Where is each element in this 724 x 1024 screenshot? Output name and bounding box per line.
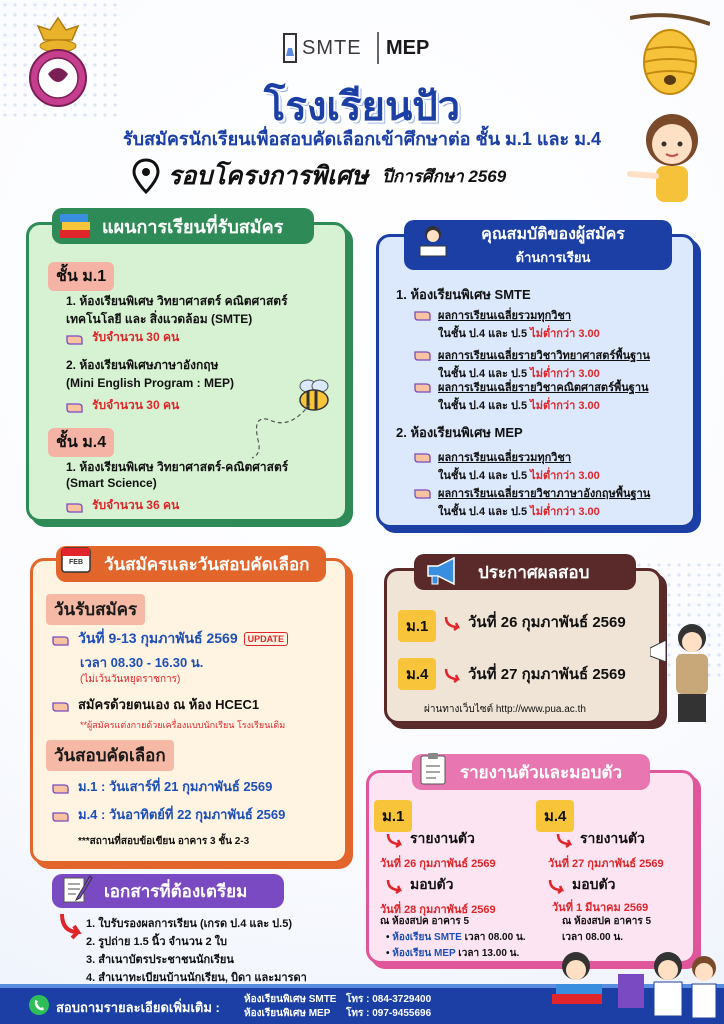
exam-place: ***สถานที่สอบข้อเขียน อาคาร 3 ชั้น 2-3 <box>78 836 250 847</box>
pointing-hand-icon <box>414 378 434 394</box>
qualifications-title-line2: ด้านการเรียน <box>515 250 591 265</box>
mep-qual-item-1 <box>414 448 600 484</box>
report-title: รายงานตัวและมอบตัว <box>460 762 622 782</box>
m1-plan1-count: รับจำนวน 30 คน <box>92 330 180 344</box>
m4-plan1-count: รับจำนวน 36 คน <box>92 498 180 512</box>
report-m1-report-date: วันที่ 26 กุมภาพันธ์ 2569 <box>380 858 496 870</box>
contact-mep-tel[interactable]: โทร : 097-9455696 <box>346 1008 432 1019</box>
pointing-hand-icon <box>66 498 86 514</box>
announce-m4-row <box>444 662 626 686</box>
qual-line2: ในชั้น ป.4 และ ป.5 <box>438 470 528 482</box>
mep-logo-text: MEP <box>386 37 430 59</box>
contact-mep-room: ห้องเรียนพิเศษ MEP <box>244 1008 331 1019</box>
smte-qual-item-2 <box>414 346 650 382</box>
students-books-illustration <box>548 944 720 1022</box>
report-m1-mep-room: ห้องเรียน MEP <box>392 948 456 959</box>
smte-mep-logo <box>280 28 460 68</box>
apply-date-row <box>52 628 288 650</box>
qual-line1: ผลการเรียนเฉลี่ยรวมทุกวิชา <box>438 310 572 322</box>
report-m1-report-row <box>386 828 475 850</box>
document-item-1: 1. ใบรับรองผลการเรียน (เกรด ป.4 และ ป.5) <box>86 918 292 930</box>
phone-icon <box>28 994 50 1016</box>
qual-line1: ผลการเรียนเฉลี่ยรายวิชาวิทยาศาสตร์พื้นฐาน <box>438 350 650 362</box>
qual-min: ไม่ต่ำกว่า 3.00 <box>530 400 600 412</box>
qual-line2: ในชั้น ป.4 และ ป.5 <box>438 328 528 340</box>
announce-m1-tag: ม.1 <box>398 610 436 642</box>
pointing-hand-icon <box>414 448 434 464</box>
update-badge: UPDATE <box>244 632 288 646</box>
pointing-hand-icon <box>52 779 72 795</box>
exam-m4: ม.4 : วันอาทิตย์ที่ 22 กุมภาพันธ์ 2569 <box>78 807 286 822</box>
girl-illustration <box>620 104 716 210</box>
m4-plan1-line2: (Smart Science) <box>66 476 157 490</box>
qual-min: ไม่ต่ำกว่า 3.00 <box>530 328 600 340</box>
beehive-illustration <box>630 10 710 100</box>
qual-min: ไม่ต่ำกว่า 3.00 <box>530 470 600 482</box>
report-m4-deliver: มอบตัว <box>572 876 616 892</box>
location-pin-icon <box>132 158 160 194</box>
report-m4-report: รายงานตัว <box>580 830 645 846</box>
smte-qual-item-1 <box>414 306 600 342</box>
apply-head: วันรับสมัคร <box>46 594 145 625</box>
report-m1-bullet-smte: • ห้องเรียน SMTE เวลา 08.00 น. <box>386 932 526 943</box>
qual-line1: ผลการเรียนเฉลี่ยรายวิชาคณิตศาสตร์พื้นฐาน <box>438 382 649 394</box>
clipboard-icon <box>418 752 448 786</box>
report-m1-bullet-mep: • ห้องเรียน MEP เวลา 13.00 น. <box>386 948 520 959</box>
m1-plan1-line1: 1. ห้องเรียนพิเศษ วิทยาศาสตร์ คณิตศาสตร์ <box>66 294 288 308</box>
pointing-hand-icon <box>52 631 72 647</box>
curved-arrow-icon <box>556 830 576 848</box>
curved-arrow-icon <box>444 665 464 683</box>
pointing-hand-icon <box>52 697 72 713</box>
apply-place-row <box>52 694 259 715</box>
bee-path-decor <box>250 400 320 460</box>
m1-plan1-line2: เทคโนโลยี และ สิ่งแวดล้อม (SMTE) <box>66 312 253 326</box>
qual-min: ไม่ต่ำกว่า 3.00 <box>530 506 600 518</box>
teacher-illustration <box>650 618 720 726</box>
m1-plan2-count-row <box>66 396 179 415</box>
academic-year: ปีการศึกษา 2569 <box>382 166 507 186</box>
report-m1-deliver-place: ณ ห้องสปค อาคาร 5 <box>380 916 470 927</box>
m1-plan2-line2: (Mini English Program : MEP) <box>66 376 235 390</box>
announce-m1-date: วันที่ 26 กุมภาพันธ์ 2569 <box>468 614 626 631</box>
pointing-hand-icon <box>66 398 86 414</box>
mep-qual-head: 2. ห้องเรียนพิเศษ MEP <box>396 425 523 440</box>
documents-title: เอกสารที่ต้องเตรียม <box>104 881 248 901</box>
announce-site: ผ่านทางเว็บไซต์ http://www.pua.ac.th <box>424 704 586 715</box>
announce-m4-date: วันที่ 27 กุมภาพันธ์ 2569 <box>468 666 626 683</box>
document-pen-icon <box>60 872 94 906</box>
curved-arrow-icon <box>386 830 406 848</box>
smte-qual-head: 1. ห้องเรียนพิเศษ SMTE <box>396 287 531 302</box>
exam-m1: ม.1 : วันเสาร์ที่ 21 กุมภาพันธ์ 2569 <box>78 779 273 794</box>
contact-smte-tel[interactable]: โทร : 084-3729400 <box>346 994 432 1005</box>
report-m1-deliver: มอบตัว <box>410 876 454 892</box>
grade-m4-tag: ชั้น ม.4 <box>48 428 114 457</box>
contact-label: สอบถามรายละเอียดเพิ่มเติม : <box>56 1000 220 1015</box>
report-m1-deliver-row <box>386 874 453 896</box>
qual-line2: ในชั้น ป.4 และ ป.5 <box>438 368 528 380</box>
qual-line1: ผลการเรียนเฉลี่ยรวมทุกวิชา <box>438 452 572 464</box>
report-m1-tag: ม.1 <box>374 800 412 832</box>
exam-m4-row <box>52 804 285 825</box>
books-icon <box>58 212 92 240</box>
m4-plan1-count-row <box>66 496 179 515</box>
report-m4-report-row <box>556 828 645 850</box>
announce-panel <box>384 568 662 724</box>
schedule-title: วันสมัครและวันสอบคัดเลือก <box>104 554 310 574</box>
qual-line2: ในชั้น ป.4 และ ป.5 <box>438 506 528 518</box>
pointing-hand-icon <box>414 346 434 362</box>
curved-arrow-icon <box>386 876 406 894</box>
apply-time: เวลา 08.30 - 16.30 น. <box>80 655 204 670</box>
smte-logo-text: SMTE <box>302 37 362 59</box>
round-line <box>132 156 506 196</box>
exam-m1-row <box>52 776 272 797</box>
apply-date: วันที่ 9-13 กุมภาพันธ์ 2569 <box>78 630 238 646</box>
report-m1-mep-time: เวลา 13.00 น. <box>458 948 520 959</box>
m1-plan2-count: รับจำนวน 30 คน <box>92 398 180 412</box>
qual-min: ไม่ต่ำกว่า 3.00 <box>530 368 600 380</box>
schedule-header <box>56 546 326 582</box>
report-m1-smte-time: เวลา 08.00 น. <box>464 932 526 943</box>
contact-smte-room: ห้องเรียนพิเศษ SMTE <box>244 994 337 1005</box>
report-m1-deliver-date: วันที่ 28 กุมภาพันธ์ 2569 <box>380 904 496 916</box>
report-m4-deliver-date: วันที่ 1 มีนาคม 2569 <box>552 902 649 914</box>
report-m4-deliver-time: เวลา 08.00 น. <box>562 932 623 943</box>
m1-plan2-line1: 2. ห้องเรียนพิเศษภาษาอังกฤษ <box>66 358 219 372</box>
apply-place: สมัครด้วยตนเอง ณ ห้อง HCEC1 <box>78 697 260 712</box>
subtitle: รับสมัครนักเรียนเพื่อสอบคัดเลือกเข้าศึกษาต่อ ชั้น ม.1 และ ม.4 <box>122 129 602 149</box>
report-m4-deliver-row <box>548 874 615 896</box>
document-item-4: 4. สำเนาทะเบียนบ้านนักเรียน, บิดา และมารดา <box>86 972 307 984</box>
qualifications-title-line1: คุณสมบัติของผู้สมัคร <box>481 226 625 243</box>
student-reading-icon <box>416 224 450 258</box>
report-m4-report-date: วันที่ 27 กุมภาพันธ์ 2569 <box>548 858 664 870</box>
document-item-2: 2. รูปถ่าย 1.5 นิ้ว จำนวน 2 ใบ <box>86 936 227 948</box>
apply-note: (ไม่เว้นวันหยุดราชการ) <box>80 674 181 685</box>
grade-m1-tag: ชั้น ม.1 <box>48 262 114 291</box>
apply-dress-note: **ผู้สมัครแต่งกายด้วยเครื่องแบบนักเรียน โรงเรียนเดิม <box>80 720 286 730</box>
curved-arrow-icon <box>548 876 568 894</box>
round-title: รอบโครงการพิเศษ <box>168 162 369 190</box>
report-m4-tag: ม.4 <box>536 800 574 832</box>
report-m1-smte-room: ห้องเรียน SMTE <box>392 932 462 943</box>
announce-title: ประกาศผลสอบ <box>478 562 590 582</box>
smte-qual-item-3 <box>414 378 649 414</box>
pointing-hand-icon <box>414 306 434 322</box>
calendar-icon <box>60 544 92 574</box>
study-plans-title: แผนการเรียนที่รับสมัคร <box>102 216 284 237</box>
pointing-hand-icon <box>66 330 86 346</box>
exam-head: วันสอบคัดเลือก <box>46 740 174 771</box>
m1-plan1-count-row <box>66 328 179 347</box>
pointing-hand-icon <box>52 807 72 823</box>
qual-line2: ในชั้น ป.4 และ ป.5 <box>438 400 528 412</box>
announce-m1-row <box>444 610 626 634</box>
report-m4-deliver-place: ณ ห้องสปค อาคาร 5 <box>562 916 652 927</box>
document-item-3: 3. สำเนาบัตรประชาชนนักเรียน <box>86 954 234 966</box>
pointing-hand-icon <box>414 484 434 500</box>
megaphone-icon <box>424 556 464 586</box>
report-m1-report: รายงานตัว <box>410 830 475 846</box>
mep-qual-item-2 <box>414 484 650 520</box>
announce-m4-tag: ม.4 <box>398 658 436 690</box>
red-arrow-icon <box>60 912 86 940</box>
calendar-month-label: FEB <box>69 559 83 566</box>
m4-plan1-line1: 1. ห้องเรียนพิเศษ วิทยาศาสตร์-คณิตศาสตร์ <box>66 460 289 474</box>
qual-line1: ผลการเรียนเฉลี่ยรายวิชาภาษาอังกฤษพื้นฐาน <box>438 488 651 500</box>
curved-arrow-icon <box>444 613 464 631</box>
school-name-title: โรงเรียนปัว <box>263 85 461 129</box>
